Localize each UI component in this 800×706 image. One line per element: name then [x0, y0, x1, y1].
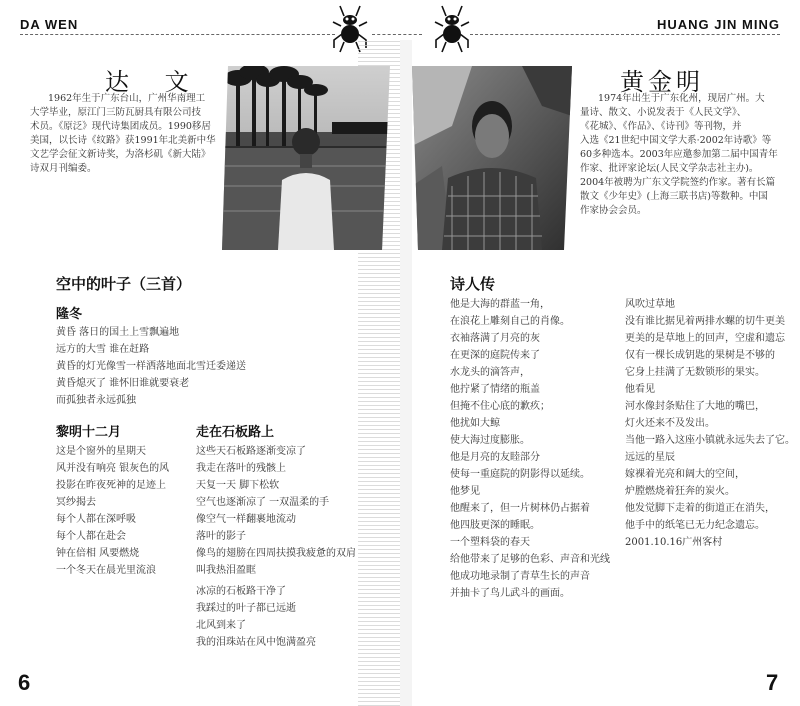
poem-body-liming: 这是个窗外的星期天 风并没有响亮 银灰色的风 投影在昨夜死神的足迹上 冥纱揭去 每个人都在深呼吸 每个人都在赴会 钟在倍相 风要燃烧 一个冬天在晨光里流浪	[56, 446, 170, 576]
right-author-header: HUANG JIN MING	[656, 17, 780, 32]
poem-title-shibanlu: 走在石板路上	[196, 425, 275, 440]
poem-title-longdong: 隆冬	[56, 307, 83, 322]
poem-body-shibanlu-stanza2: 落叶的影子 像鸟的翅膀在四周扶摸我疲惫的双肩 叫我热泪盈眶	[196, 531, 356, 576]
section-title-left: 空中的叶子（三首）	[56, 275, 192, 293]
header-rule-left	[20, 34, 335, 35]
author-photo-left	[222, 66, 390, 250]
page-number-left: 6	[18, 670, 31, 695]
poem-body-shirenzhuan-col1: 他是大海的群蓝一角， 在浪花上雕刻自己的肖像。 衣袖落满了月亮的灰 在更深的庭院传来了 水龙头的滴答声， 他拧紧了情绪的瓶盖 但掩不住心底的歉疚； 他扰如大鲸 使大海过度膨胀。 他是月亮的友睦部分 使每一重庭院的阴影得以延续。 他梦见 他醒来了，但一片树林仍占据着 他四肢更深的睡眠。 一个塑料袋的春天 给他带来了足够的色彩、声音和光线 他成功地录制了青草生长的声音 并抽卡了鸟儿武斗的画面。	[450, 299, 610, 599]
header-rule-right	[470, 34, 780, 35]
ant-ornament-right-icon	[432, 4, 472, 56]
header-rule-center	[372, 34, 422, 35]
author-photo-right	[412, 66, 572, 250]
book-gutter	[400, 40, 412, 706]
poem-body-shibanlu-stanza1: 这些天石板路逐渐变凉了 我走在落叶的残骸上 天复一天 脚下松软 空气也逐渐凉了 一双温柔的手 像空气一样翻裹地流动	[196, 446, 330, 525]
left-author-header: DA WEN	[20, 17, 79, 32]
section-title-right: 诗人传	[450, 275, 496, 293]
author-name-left: 达 文	[105, 68, 203, 96]
page-number-right: 7	[766, 670, 779, 695]
poem-body-longdong: 黄昏 落日的国土上雪飘遍地 远方的大雪 谁在赶路 黄昏的灯光像雪一样洒落地面北雪迁委递送 黄昏熄灭了 谁怀旧谁就要衰老 而孤独者永远孤独	[56, 327, 246, 406]
author-bio-left: 1962年生于广东台山，广州华南理工 大学毕业，原江门三防瓦厨具有限公司技 术员。《原泛》现代诗集团成员。1990移居 美国，以长诗《纹路》获1991年北美新中华 文艺学会征文新诗奖，为洛杉矶《新大陆》 诗双月刊编委。	[30, 93, 216, 174]
author-bio-right: 1974年出生于广东化州，现居广州。大 量诗、散文、小说发表于《人民文学》、 《花城》、《作品》、《诗刊》等刊物，并 入选《21世纪中国文学大系·2002年诗歌》等 60多种选本。2003年应邀参加第二届中国青年 作家、批评家论坛(人民文学杂志社主办)。 2004年被聘为广东文学院签约作家。著有长篇 散文《少年史》(上海三联书店)等数种。中国 作家协会会员。	[580, 93, 778, 216]
author-name-right: 黄金明	[620, 68, 704, 96]
poem-body-shirenzhuan-col2: 风吹过草地 没有谁比据见着两排水螺的切牛更美 更美的是草地上的回声，空虚和遗忘 仅有一棵长成钥匙的果树是不够的 它身上挂满了无数锁形的果实。 他看见 河水像封条贴住了大地的嘴巴， 灯火还来不及发出。 当他一路入这座小镇就永远失去了它。 远远的星辰 嫁裸着光亮和阔大的空间， 炉膛燃烧着狂奔的炭火。 他发觉脚下走着的街道正在消失， 他手中的纸笔已无力纪念遗忘。 2001.10.16广州客村	[625, 299, 795, 548]
poem-title-liming: 黎明十二月	[56, 425, 122, 440]
poem-body-shibanlu-stanza3: 冰凉的石板路干净了 我踩过的叶子都已远逝 北风到来了 我的泪珠站在风中饱满盈亮	[196, 586, 316, 648]
